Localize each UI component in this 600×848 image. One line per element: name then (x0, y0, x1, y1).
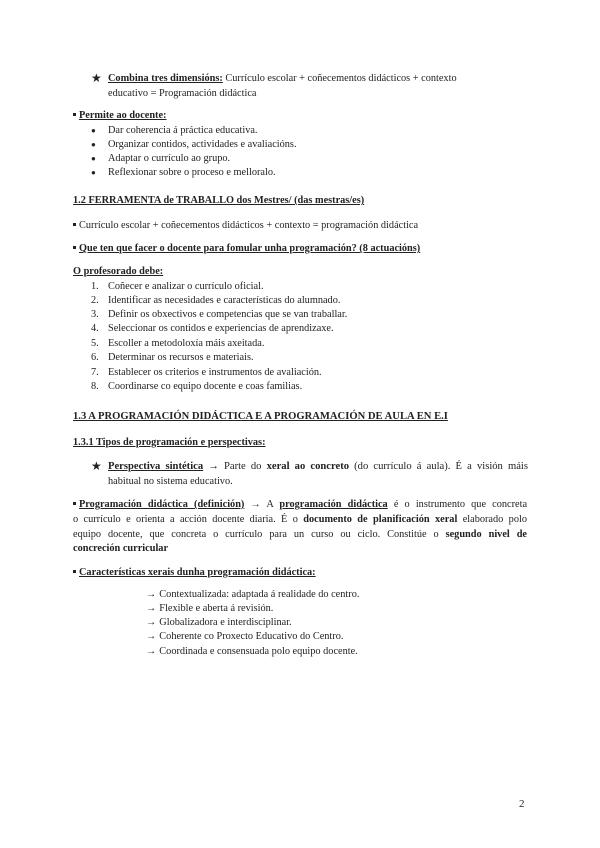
numbered-item: Determinar os recursos e materiais. (108, 352, 254, 363)
list-item: Adaptar o currículo ao grupo. (108, 153, 231, 164)
curriculo-line (73, 219, 418, 233)
numbered-item: Coñecer e analizar o currículo oficial. (108, 281, 264, 292)
list-item (146, 645, 358, 659)
list-number: 3. (91, 309, 99, 320)
list-item (146, 630, 343, 644)
numbered-item: Establecer os criterios e instrumentos de avaliación. (108, 367, 322, 378)
list-number: 6. (91, 352, 99, 363)
list-item (146, 616, 292, 630)
numbered-item: Coordinarse co equipo docente e coas familias. (108, 381, 303, 392)
combina-line-2: educativo = Programación didáctica (108, 88, 257, 99)
combina-text: Currículo escolar + coñecementos didácticos + contexto (222, 73, 457, 84)
list-item: Dar coherencia á práctica educativa. (108, 125, 258, 136)
caracteristicas-header (73, 566, 316, 580)
definicion-text-3: o currículo e orienta a acción docente diaria. É o (73, 514, 304, 525)
arrow-icon: → (146, 631, 157, 642)
list-number: 2. (91, 295, 99, 306)
combina-line-1 (108, 72, 457, 86)
perspectiva-label: Perspectiva sintética (108, 461, 204, 472)
numbered-item: Seleccionar os contidos e experiencias de aprendizaxe. (108, 323, 334, 334)
caracteristica-text: Coordinada e consensuada polo equipo docente. (159, 646, 358, 657)
bullet-icon: ● (91, 154, 96, 163)
definicion-text-4: elaborado polo (457, 514, 527, 525)
numbered-item: Definir os obxectivos e competencias que se van traballar. (108, 309, 348, 320)
definicion-text-2: é o instrumento que concreta (387, 499, 528, 510)
perspectiva-bold: xeral ao concreto (266, 461, 350, 472)
caracteristica-text: Globalizadora e interdisciplinar. (159, 617, 292, 628)
square-bullet-icon (73, 113, 76, 116)
numbered-item: Identificar as necesidades e características do alumnado. (108, 295, 341, 306)
definicion-line-4: concreción curricular (73, 543, 169, 554)
list-item (146, 588, 359, 602)
bullet-icon: ● (91, 168, 96, 177)
question-text: Que ten que facer o docente para fomular unha programación? (8 actuacións) (79, 243, 421, 254)
definicion-bold-3: segundo nivel de (445, 529, 527, 540)
section-heading-1-2: 1.2 FERRAMENTA de TRABALLO dos Mestres/ (das mestras/es) (73, 195, 365, 206)
star-icon: ★ (91, 459, 102, 473)
definicion-line-2 (73, 513, 527, 527)
definicion-line-3 (73, 528, 527, 542)
perspectiva-line-1 (108, 460, 528, 474)
definicion-bold: programación didáctica (279, 499, 388, 510)
square-bullet-icon (73, 570, 76, 573)
page-number: 2 (519, 798, 525, 810)
definicion-text-5: equipo docente, que concreta o currículo para un curso ou ciclo. Constitúe o (73, 529, 446, 540)
square-bullet-icon (73, 502, 76, 505)
arrow-icon: → (146, 617, 157, 628)
caracteristica-text: Flexible e aberta á revisión. (159, 603, 274, 614)
list-item: Organizar contidos, actividades e avaliacións. (108, 139, 297, 150)
permite-header (73, 109, 166, 123)
section-heading-1-3: 1.3 A PROGRAMACIÓN DIDÁCTICA E A PROGRAMACIÓN DE AULA EN E.I (73, 411, 448, 422)
arrow-icon: → (203, 461, 224, 472)
list-item: Reflexionar sobre o proceso e melloralo. (108, 167, 276, 178)
square-bullet-icon (73, 223, 76, 226)
permite-label: Permite ao docente: (79, 110, 167, 121)
numbered-item: Escoller a metodoloxía máis axeitada. (108, 338, 265, 349)
caracteristica-text: Contextualizada: adaptada á realidade do centro. (159, 589, 360, 600)
list-number: 4. (91, 323, 99, 334)
caracteristica-text: Coherente co Proxecto Educativo do Centro. (159, 631, 344, 642)
definicion-bold-2: documento de planificación xeral (303, 514, 458, 525)
arrow-icon: → (146, 589, 157, 600)
square-bullet-icon (73, 246, 76, 249)
list-number: 5. (91, 338, 99, 349)
perspectiva-line-2: habitual no sistema educativo. (108, 476, 233, 487)
arrow-icon: → (146, 646, 157, 657)
bullet-icon: ● (91, 126, 96, 135)
list-number: 7. (91, 367, 99, 378)
question-line (73, 242, 420, 256)
list-number: 1. (91, 281, 99, 292)
perspectiva-text: Parte do (223, 461, 267, 472)
list-number: 8. (91, 381, 99, 392)
bullet-icon: ● (91, 140, 96, 149)
list-item (146, 602, 273, 616)
profesorado-label: O profesorado debe: (73, 266, 164, 277)
caracteristicas-label: Características xerais dunha programación didáctica: (79, 567, 316, 578)
star-icon: ★ (91, 71, 102, 85)
definicion-label: Programación didáctica (definición) (79, 499, 245, 510)
curriculo-text: Currículo escolar + coñecementos didácticos + contexto = programación didáctica (79, 220, 419, 231)
perspectiva-text-2: (do currículo á aula). É a visión máis (349, 461, 528, 472)
arrow-icon: → (146, 603, 157, 614)
definicion-line-1 (73, 498, 527, 512)
definicion-text: → A (244, 499, 280, 510)
subsection-heading-1-3-1: 1.3.1 Tipos de programación e perspectivas: (73, 437, 266, 448)
combina-label: Combina tres dimensións: (108, 73, 223, 84)
